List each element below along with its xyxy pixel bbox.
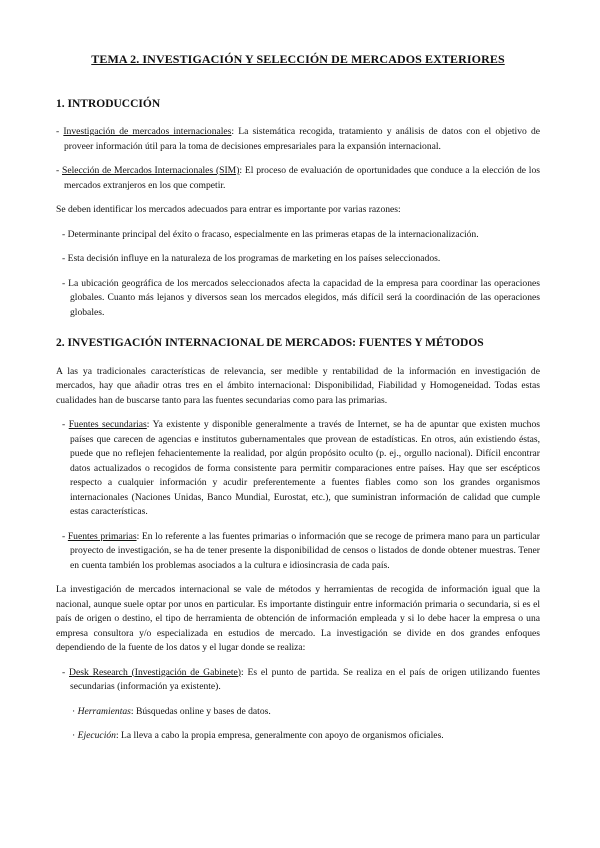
definition-text: : El proceso de evaluación de oportunidades que conduce a la elección de los mercados extranjeros en los que competir. [64,165,540,191]
reason-item: - Determinante principal del éxito o fracaso, especialmente en las primeras etapas de la internacionalización. [62,228,479,240]
definition-term: Investigación de mercados internacionales [63,126,232,137]
subitem-label: Ejecución [77,730,116,741]
item-text: : Ya existente y disponible generalmente a través de Internet, se ha de apuntar que existen muchos países que carecen de agencias e institutos gubernamentales que provean de estadísticas. En otros, aún existiendo éstas, puede que no reflejen fehacientemente la realidad, por algún propósito oculto (p. ej., orgullo nacional). Difícil encontrar datos actualizados o recogidos de forma consistente para permitir comparaciones entre países. Hay que ser escépticos respecto a cualquier información y acudir preferentemente a fuentes fiables como son los grandes organismos internacionales (Naciones Unidas, Banco Mundial, Eurostat, etc.), que suministran información de calidad que cumple estas características. [70,419,541,517]
item-text: : Es el punto de partida. Se realiza en el país de origen utilizando fuentes secundarias (información ya existente). [70,666,541,692]
paragraph-caracteristicas: A las ya tradicionales características de relevancia, ser medible y rentabilidad de la información en investigación de mercados, hay que añadir otras tres en el ámbito internacional: Disponibilidad, Fiabilidad y Homogeneidad. Todas estas cualidades han de buscarse tanto para las fuentes secundarias como para las primarias. [56,365,540,406]
section-2-heading: 2. INVESTIGACIÓN INTERNACIONAL DE MERCADOS: FUENTES Y MÉTODOS [56,337,484,349]
subitem-text: : La lleva a cabo la propia empresa, generalmente con apoyo de organismos oficiales. [115,730,444,741]
fuentes-secundarias-item [56,418,540,520]
item-prefix: - [62,666,70,678]
desk-research-item [56,666,540,695]
definition-term: Selección de Mercados Internacionales (SIM) [62,165,240,176]
definition-prefix: - [56,165,62,176]
section-introduccion [56,97,540,321]
definition-prefix: - [56,126,64,137]
document-title: TEMA 2. INVESTIGACIÓN Y SELECCIÓN DE MERCADOS EXTERIORES [91,52,505,66]
reasons-intro: Se deben identificar los mercados adecuados para entrar es importante por varias razones: [56,204,401,215]
item-prefix: - [62,419,69,430]
ejecucion-subitem [56,729,540,744]
subitem-prefix: · [72,730,78,741]
subitem-label: Herramientas [77,705,131,717]
section-1-heading: 1. INTRODUCCIÓN [56,97,161,110]
item-text: : En lo referente a las fuentes primarias o información que se recoge de primera mano para un particular proyecto de investigación, se ha de tener presente la disponibilidad de censos o listados de donde obtener muestras. Tener en cuenta también los problemas asociados a la cultura e idiosincrasia de cada país. [70,530,540,571]
subitem-prefix: · [72,705,78,717]
herramientas-subitem [56,705,540,720]
reason-item: - Esta decisión influye en la naturaleza de los programas de marketing en los países seleccionados. [62,253,441,264]
fuentes-primarias-item [56,530,540,574]
item-term: Desk Research (Investigación de Gabinete) [69,666,241,678]
item-prefix: - [62,530,68,542]
paragraph-metodos: La investigación de mercados internacional se vale de métodos y herramientas de recogida de información igual que la nacional, aunque suele optar por unos en particular. Es importante distinguir entre información primaria o secundaria, si es el país de origen o destino, el tipo de herramienta de obtención de información empleada y si lo debe hacer la empresa o una empresa consultora y/o especializada en estudios de mercado. La investigación se divide en dos grandes enfoques dependiendo de la fuente de los datos y el lugar donde se realiza: [56,584,540,653]
reason-item: - La ubicación geográfica de los mercados seleccionados afecta la capacidad de la empresa para coordinar las operaciones globales. Cuanto más lejanos y diversos sean los mercados elegidos, más difícil será la coordinación de las operaciones globales. [62,277,540,318]
section-investigacion-internacional [56,336,540,744]
item-term: Fuentes secundarias [68,419,147,430]
item-term: Fuentes primarias [67,530,137,542]
definition-investigacion-mercados [56,125,540,154]
definition-seleccion-mercados [56,164,540,193]
definition-text: : La sistemática recogida, tratamiento y análisis de datos con el objetivo de proveer información útil para la toma de decisiones empresariales para la expansión internacional. [64,126,540,152]
subitem-text: : Búsquedas online y bases de datos. [130,705,271,717]
